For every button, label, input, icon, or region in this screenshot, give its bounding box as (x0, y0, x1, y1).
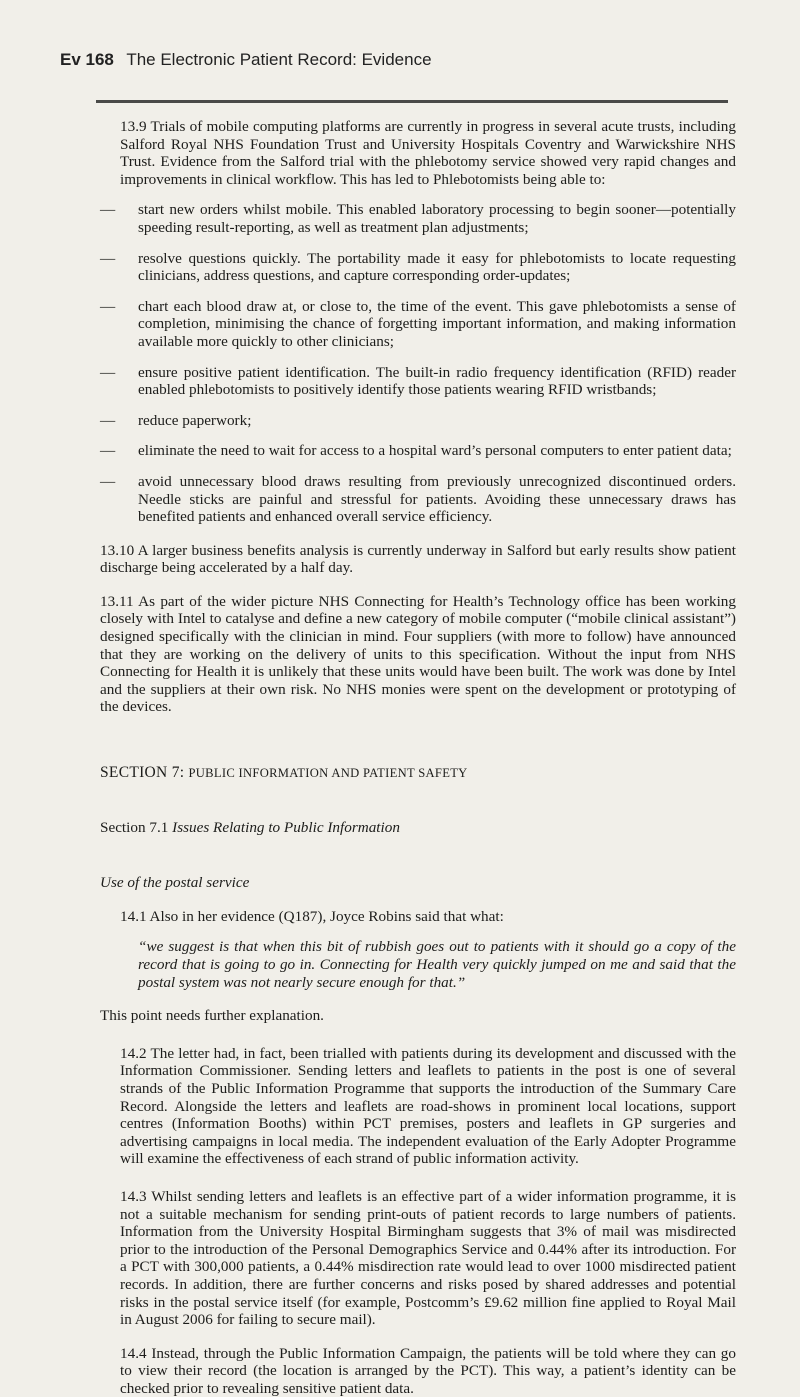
list-item-text: chart each blood draw at, or close to, the time of the event. This gave phlebotomists a sense of completion, minimising the chance of forgetting important information, and making information available more quickly to other clinicians; (138, 297, 736, 350)
list-item-text: ensure positive patient identification. The built-in radio frequency identification (RFID) reader enabled phlebotomists to positively identify those patients wearing RFID wristbands; (138, 363, 736, 399)
list-item-text: resolve questions quickly. The portability made it easy for phlebotomists to locate requesting clinicians, address questions, and capture corresponding order-updates; (138, 249, 736, 285)
topic-heading: Use of the postal service (100, 874, 250, 892)
list-item (100, 250, 736, 285)
paragraph-14-3: 14.3 Whilst sending letters and leaflets is an effective part of a wider information programme, it is not a suitable mechanism for sending print-outs of patient records to large numbers of patients. Information from the University Hospital Birmingham suggests that 3% of mail was misdirected prior to the introduction of the Personal Demographics Service and 0.44% after its introduction. For a PCT with 300,000 patients, a 0.44% misdirection rate would lead to over 1000 misdirected patient records. In addition, there are further concerns and risks posed by shared addresses and potential risks in the postal service itself (for example, Postcomm’s £9.62 million fine applied to Royal Mail in August 2006 for failing to secure mail). (120, 1187, 736, 1329)
phlebotomist-benefits-list (100, 201, 736, 525)
dash-marker: — (100, 201, 116, 219)
list-item (100, 442, 736, 460)
publication-title: The Electronic Patient Record: Evidence (126, 50, 432, 69)
page-body (100, 118, 736, 1397)
section-label: SECTION 7: (100, 764, 185, 782)
list-item (100, 201, 736, 236)
paragraph-14-4: 14.4 Instead, through the Public Information Campaign, the patients will be told where they can go to view their record (the location is arranged by the PCT). This way, a patient’s identity can be checked prior to revealing sensitive patient data. (120, 1344, 736, 1397)
list-item (100, 412, 736, 430)
block-quote: “we suggest is that when this bit of rubbish goes out to patients with it should go a copy of the record that is going to go in. Connecting for Health very quickly jumped on me and said that the postal system was not nearly secure enough for that.” (138, 938, 736, 991)
section-heading (100, 764, 736, 783)
list-item-text: eliminate the need to wait for access to a hospital ward’s personal computers to enter patient data; (138, 442, 732, 460)
header-rule (96, 100, 728, 103)
section-title: PUBLIC INFORMATION AND PATIENT SAFETY (188, 766, 468, 781)
paragraph-13-10: 13.10 A larger business benefits analysis is currently underway in Salford but early results show patient discharge being accelerated by a half day. (100, 541, 736, 577)
paragraph-13-9: 13.9 Trials of mobile computing platforms are currently in progress in several acute trusts, including Salford Royal NHS Foundation Trust and University Hospitals Coventry and Warwickshire NHS Trust. Evidence from the Salford trial with the phlebotomy service showed very rapid changes and improvements in clinical workflow. This has led to Phlebotomists being able to: (120, 118, 736, 188)
paragraph-point: This point needs further explanation. (100, 1007, 324, 1025)
list-item (100, 473, 736, 526)
subsection-title: Issues Relating to Public Information (172, 818, 400, 836)
dash-marker: — (100, 297, 116, 315)
paragraph-14-1: 14.1 Also in her evidence (Q187), Joyce Robins said that what: (120, 907, 504, 925)
running-header (60, 50, 432, 70)
list-item-text: start new orders whilst mobile. This enabled laboratory processing to begin sooner—potentially speeding result-reporting, as well as treatment plan adjustments; (138, 201, 736, 236)
dash-marker: — (100, 363, 116, 381)
dash-marker: — (100, 472, 116, 490)
list-item-text: avoid unnecessary blood draws resulting from previously unrecognized discontinued orders. Needle sticks are painful and stressful for patients. Avoiding these unnecessary draws has benefited patients and enhanced overall service efficiency. (138, 472, 736, 526)
subsection-heading (100, 819, 736, 837)
subsection-label: Section 7.1 (100, 818, 169, 836)
list-item (100, 298, 736, 351)
dash-marker: — (100, 411, 116, 429)
dash-marker: — (100, 442, 116, 460)
dash-marker: — (100, 249, 116, 267)
paragraph-14-2: 14.2 The letter had, in fact, been trialled with patients during its development and discussed with the Information Commissioner. Sending letters and leaflets to patients in the post is one of several strands of the Public Information Programme that supports the introduction of the Summary Care Record. Alongside the letters and leaflets are road-shows in prominent local locations, support centres (Information Booths) within PCT premises, posters and leaflets in GP surgeries and advertising campaigns in local media. The independent evaluation of the Early Adopter Programme will examine the effectiveness of each strand of public information activity. (120, 1044, 736, 1168)
list-item (100, 364, 736, 399)
page-number: Ev 168 (60, 50, 114, 69)
paragraph-13-11: 13.11 As part of the wider picture NHS Connecting for Health’s Technology office has been working closely with Intel to catalyse and define a new category of mobile computer (“mobile clinical assistant”) designed specifically with the clinician in mind. Four suppliers (with more to follow) have announced that they are working on the delivery of units to this specification. Without the input from NHS Connecting for Health it is unlikely that these units would have been built. The work was done by Intel and the suppliers at their own risk. No NHS monies were spent on the development or prototyping of the devices. (100, 592, 736, 716)
list-item-text: reduce paperwork; (138, 411, 252, 429)
